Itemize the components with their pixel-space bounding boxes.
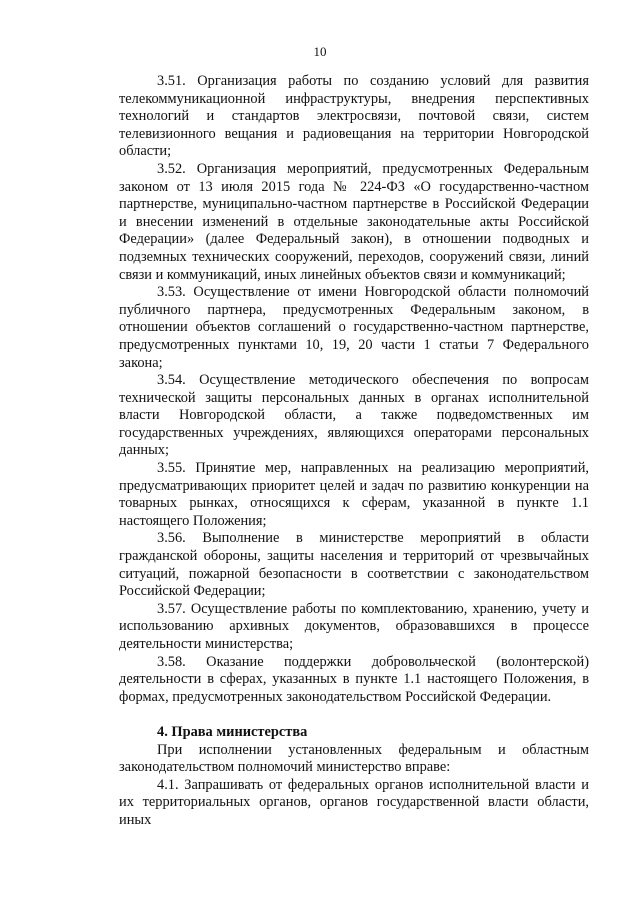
paragraph-3-54: 3.54. Осуществление методического обеспечения по вопросам технической защиты персональных данных в органах исполнительной власти Новгородской области, а также подведомственных им государственных учреждениях, являющихся операторами персональных данных; xyxy=(119,372,589,459)
page-number: 10 xyxy=(313,44,327,59)
section-heading-rights: 4. Права министерства xyxy=(157,723,308,740)
paragraph-4-1: 4.1. Запрашивать от федеральных органов исполнительной власти и их территориальных органов, органов государственной власти области, иных xyxy=(119,776,589,828)
document-body xyxy=(119,73,589,830)
paragraph-3-56: 3.56. Выполнение в министерстве мероприятий в области гражданской обороны, защиты населения и территорий от чрезвычайных ситуаций, пожарной безопасности в соответствии с законодательством Российской Федерации; xyxy=(119,530,589,600)
paragraph-3-55: 3.55. Принятие мер, направленных на реализацию мероприятий, предусматривающих приоритет целей и задач по развитию конкуренции на товарных рынках, относящихся к сферам, указанной в пункте 1.1 настоящего Положения; xyxy=(119,460,589,529)
paragraph-3-51: 3.51. Организация работы по созданию условий для развития телекоммуникационной инфраструктуры, внедрения перспективных технологий и стандартов электросвязи, почтовой связи, систем телевизионного вещания и радиовещания на территории Новгородской области; xyxy=(119,73,589,160)
paragraph-3-57: 3.57. Осуществление работы по комплектованию, хранению, учету и использованию архивных документов, образовавшихся в процессе деятельности министерства; xyxy=(119,600,589,652)
paragraph-3-52: 3.52. Организация мероприятий, предусмотренных Федеральным законом от 13 июля 2015 года № 224-ФЗ «О государственно-частном партнерстве, муниципально-частном партнерстве в Российской Федерации и внесении изменений в отдельные законодательные акты Российской Федерации» (далее Федеральный закон), в отношении подводных и подземных технических сооружений, переходов, сооружений связи, линий связи и коммуникаций, иных линейных объектов связи и коммуникаций; xyxy=(119,160,589,283)
section-intro: При исполнении установленных федеральным и областным законодательством полномочий министерство вправе: xyxy=(119,741,589,776)
paragraph-3-58: 3.58. Оказание поддержки добровольческой (волонтерской) деятельности в сферах, указанных в пункте 1.1 настоящего Положения, в формах, предусмотренных законодательством Российской Федерации. xyxy=(119,653,589,705)
paragraph-3-53: 3.53. Осуществление от имени Новгородской области полномочий публичного партнера, предусмотренных Федеральным законом, в отношении объектов соглашений о государственно-частном партнерстве, предусмотренных пунктами 10, 19, 20 части 1 статьи 7 Федерального закона; xyxy=(119,284,589,371)
